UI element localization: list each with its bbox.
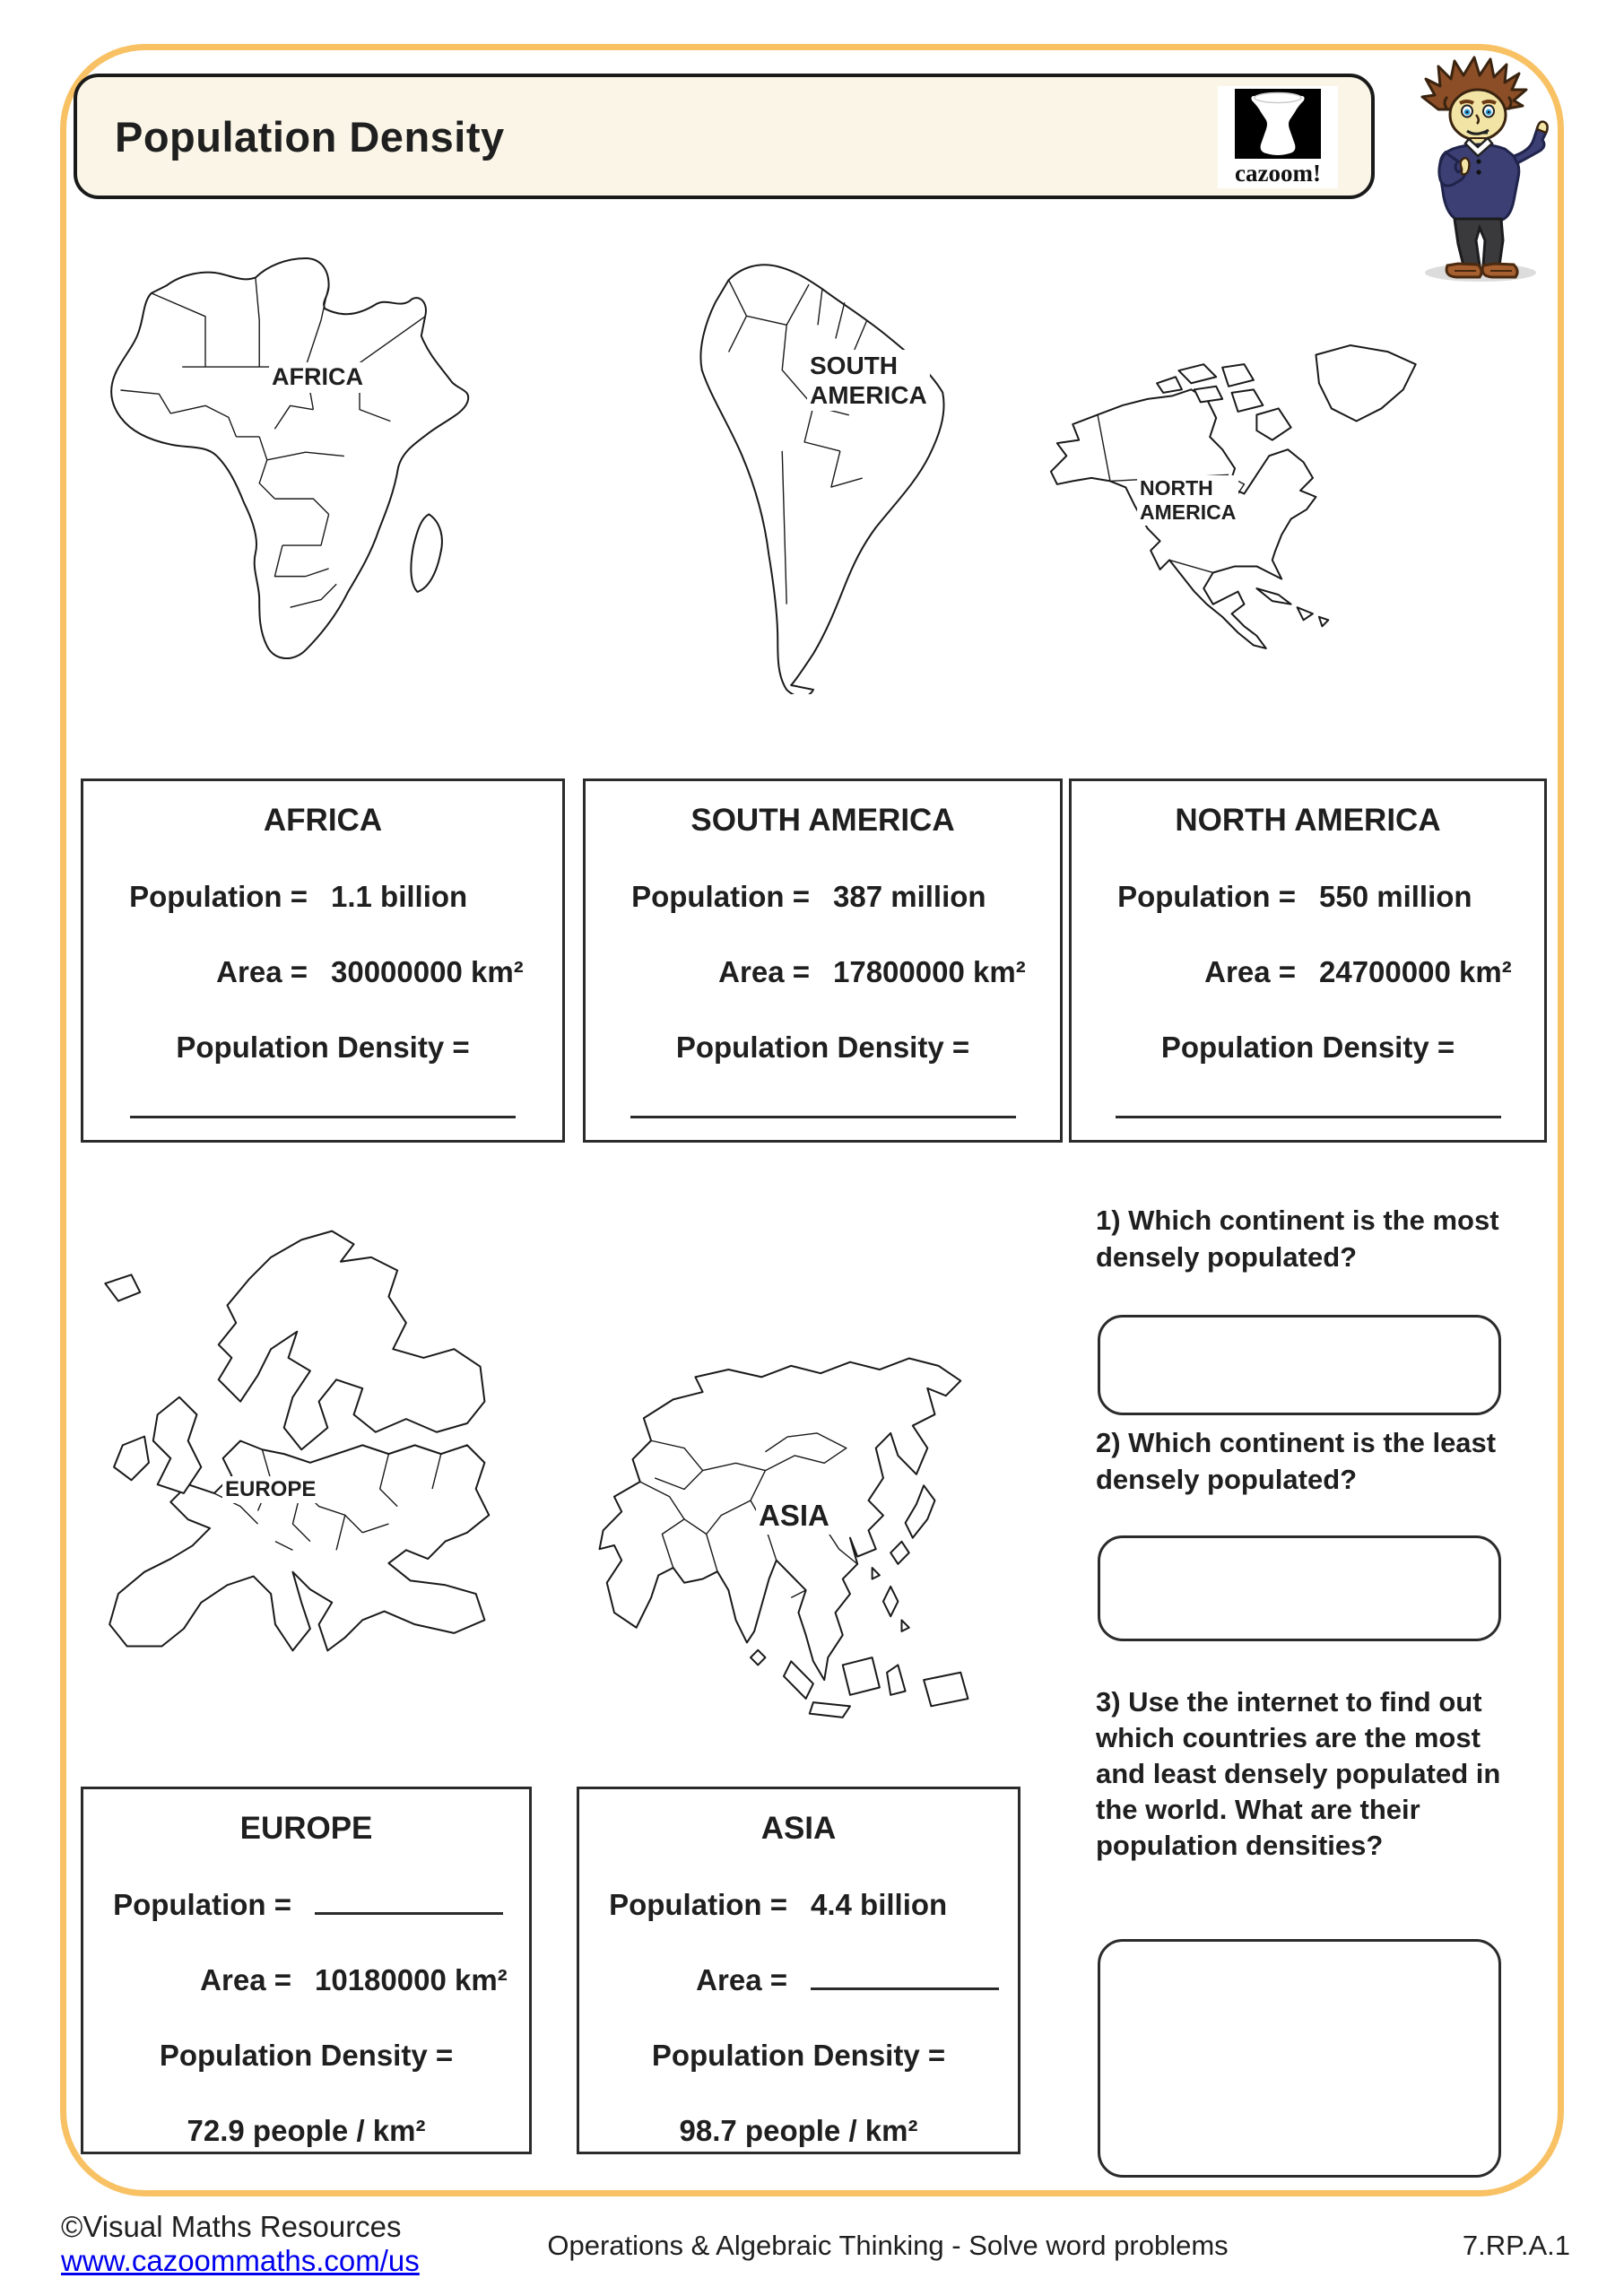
asia-box-title: ASIA bbox=[760, 1811, 837, 1846]
question-2: 2) Which continent is the least densely populated? bbox=[1096, 1427, 1497, 1495]
africa-map-svg bbox=[90, 235, 475, 712]
footer-link[interactable]: www.cazoommaths.com/us bbox=[61, 2244, 420, 2277]
north-america-density-answer-line[interactable] bbox=[1116, 1116, 1501, 1118]
africa-area-label: Area = bbox=[216, 955, 308, 988]
europe-map bbox=[83, 1218, 498, 1664]
europe-map-svg bbox=[83, 1218, 498, 1664]
europe-population-blank[interactable] bbox=[315, 1889, 503, 1915]
africa-area-value: 30000000 km² bbox=[331, 955, 524, 988]
africa-map bbox=[90, 235, 475, 712]
south-america-population-label: Population = bbox=[631, 880, 810, 913]
south-america-area-label: Area = bbox=[718, 955, 810, 988]
asia-population-value: 4.4 billion bbox=[811, 1888, 948, 1921]
africa-population-label: Population = bbox=[129, 880, 308, 913]
africa-density-label: Population Density = bbox=[176, 1031, 470, 1064]
africa-map-label: AFRICA bbox=[269, 362, 366, 393]
header bbox=[74, 74, 1375, 199]
africa-population-value: 1.1 billion bbox=[331, 880, 468, 913]
cazoom-logo bbox=[1218, 86, 1338, 188]
north-america-box-title: NORTH AMERICA bbox=[1175, 803, 1441, 838]
south-america-density-label: Population Density = bbox=[675, 1031, 970, 1064]
south-america-density-answer-line[interactable] bbox=[630, 1116, 1016, 1118]
south-america-map bbox=[662, 244, 974, 694]
footer-topic: Operations & Algebraic Thinking - Solve word problems bbox=[547, 2230, 1229, 2261]
south-america-map-svg bbox=[662, 244, 974, 694]
africa-fact-box bbox=[81, 778, 565, 1143]
question-3-answer-box[interactable] bbox=[1098, 1939, 1501, 2178]
europe-map-label: EUROPE bbox=[222, 1476, 318, 1503]
europe-density-value: 72.9 people / km² bbox=[187, 2114, 426, 2147]
asia-density-label: Population Density = bbox=[651, 2039, 946, 2072]
europe-fact-box bbox=[81, 1787, 532, 2154]
asia-population-label: Population = bbox=[609, 1888, 787, 1921]
south-america-population-value: 387 million bbox=[833, 880, 986, 913]
asia-area-label: Area = bbox=[696, 1963, 787, 1996]
mascot-character bbox=[1395, 50, 1568, 285]
asia-fact-box bbox=[577, 1787, 1020, 2154]
north-america-fact-box bbox=[1069, 778, 1547, 1143]
question-3: 3) Use the internet to find out which countries are the most and least densely populated in the world. What are their population densities? bbox=[1096, 1686, 1501, 1861]
asia-density-value: 98.7 people / km² bbox=[679, 2114, 918, 2147]
north-america-population-label: Population = bbox=[1117, 880, 1296, 913]
footer-standard-code: 7.RP.A.1 bbox=[1462, 2230, 1570, 2261]
page-title: Population Density bbox=[115, 112, 505, 161]
europe-population-label: Population = bbox=[113, 1888, 291, 1921]
cazoom-logo-text: cazoom! bbox=[1235, 160, 1321, 187]
south-america-fact-box bbox=[583, 778, 1063, 1143]
question-2-answer-box[interactable] bbox=[1098, 1535, 1501, 1641]
north-america-density-label: Population Density = bbox=[1160, 1031, 1455, 1064]
north-america-area-label: Area = bbox=[1204, 955, 1296, 988]
africa-density-answer-line[interactable] bbox=[130, 1116, 516, 1118]
europe-area-label: Area = bbox=[200, 1963, 291, 1996]
africa-box-title: AFRICA bbox=[263, 803, 383, 838]
question-1-answer-box[interactable] bbox=[1098, 1315, 1501, 1415]
south-america-area-value: 17800000 km² bbox=[833, 955, 1026, 988]
north-america-area-value: 24700000 km² bbox=[1319, 955, 1512, 988]
europe-box-title: EUROPE bbox=[239, 1811, 373, 1846]
europe-area-value: 10180000 km² bbox=[315, 1963, 508, 1996]
north-america-map-label: NORTH AMERICA bbox=[1137, 475, 1238, 526]
asia-area-blank[interactable] bbox=[811, 1964, 999, 1990]
europe-density-label: Population Density = bbox=[159, 2039, 454, 2072]
asia-map bbox=[581, 1347, 986, 1721]
north-america-population-value: 550 million bbox=[1319, 880, 1472, 913]
question-1: 1) Which continent is the most densely populated? bbox=[1096, 1205, 1499, 1273]
cazoom-drum-icon bbox=[1235, 89, 1321, 159]
north-america-map-svg bbox=[1038, 339, 1444, 655]
north-america-map bbox=[1038, 339, 1444, 655]
asia-map-label: ASIA bbox=[756, 1498, 832, 1535]
south-america-box-title: SOUTH AMERICA bbox=[690, 803, 955, 838]
south-america-map-label: SOUTH AMERICA bbox=[807, 350, 930, 411]
footer-copyright: ©Visual Maths Resources bbox=[61, 2210, 402, 2243]
